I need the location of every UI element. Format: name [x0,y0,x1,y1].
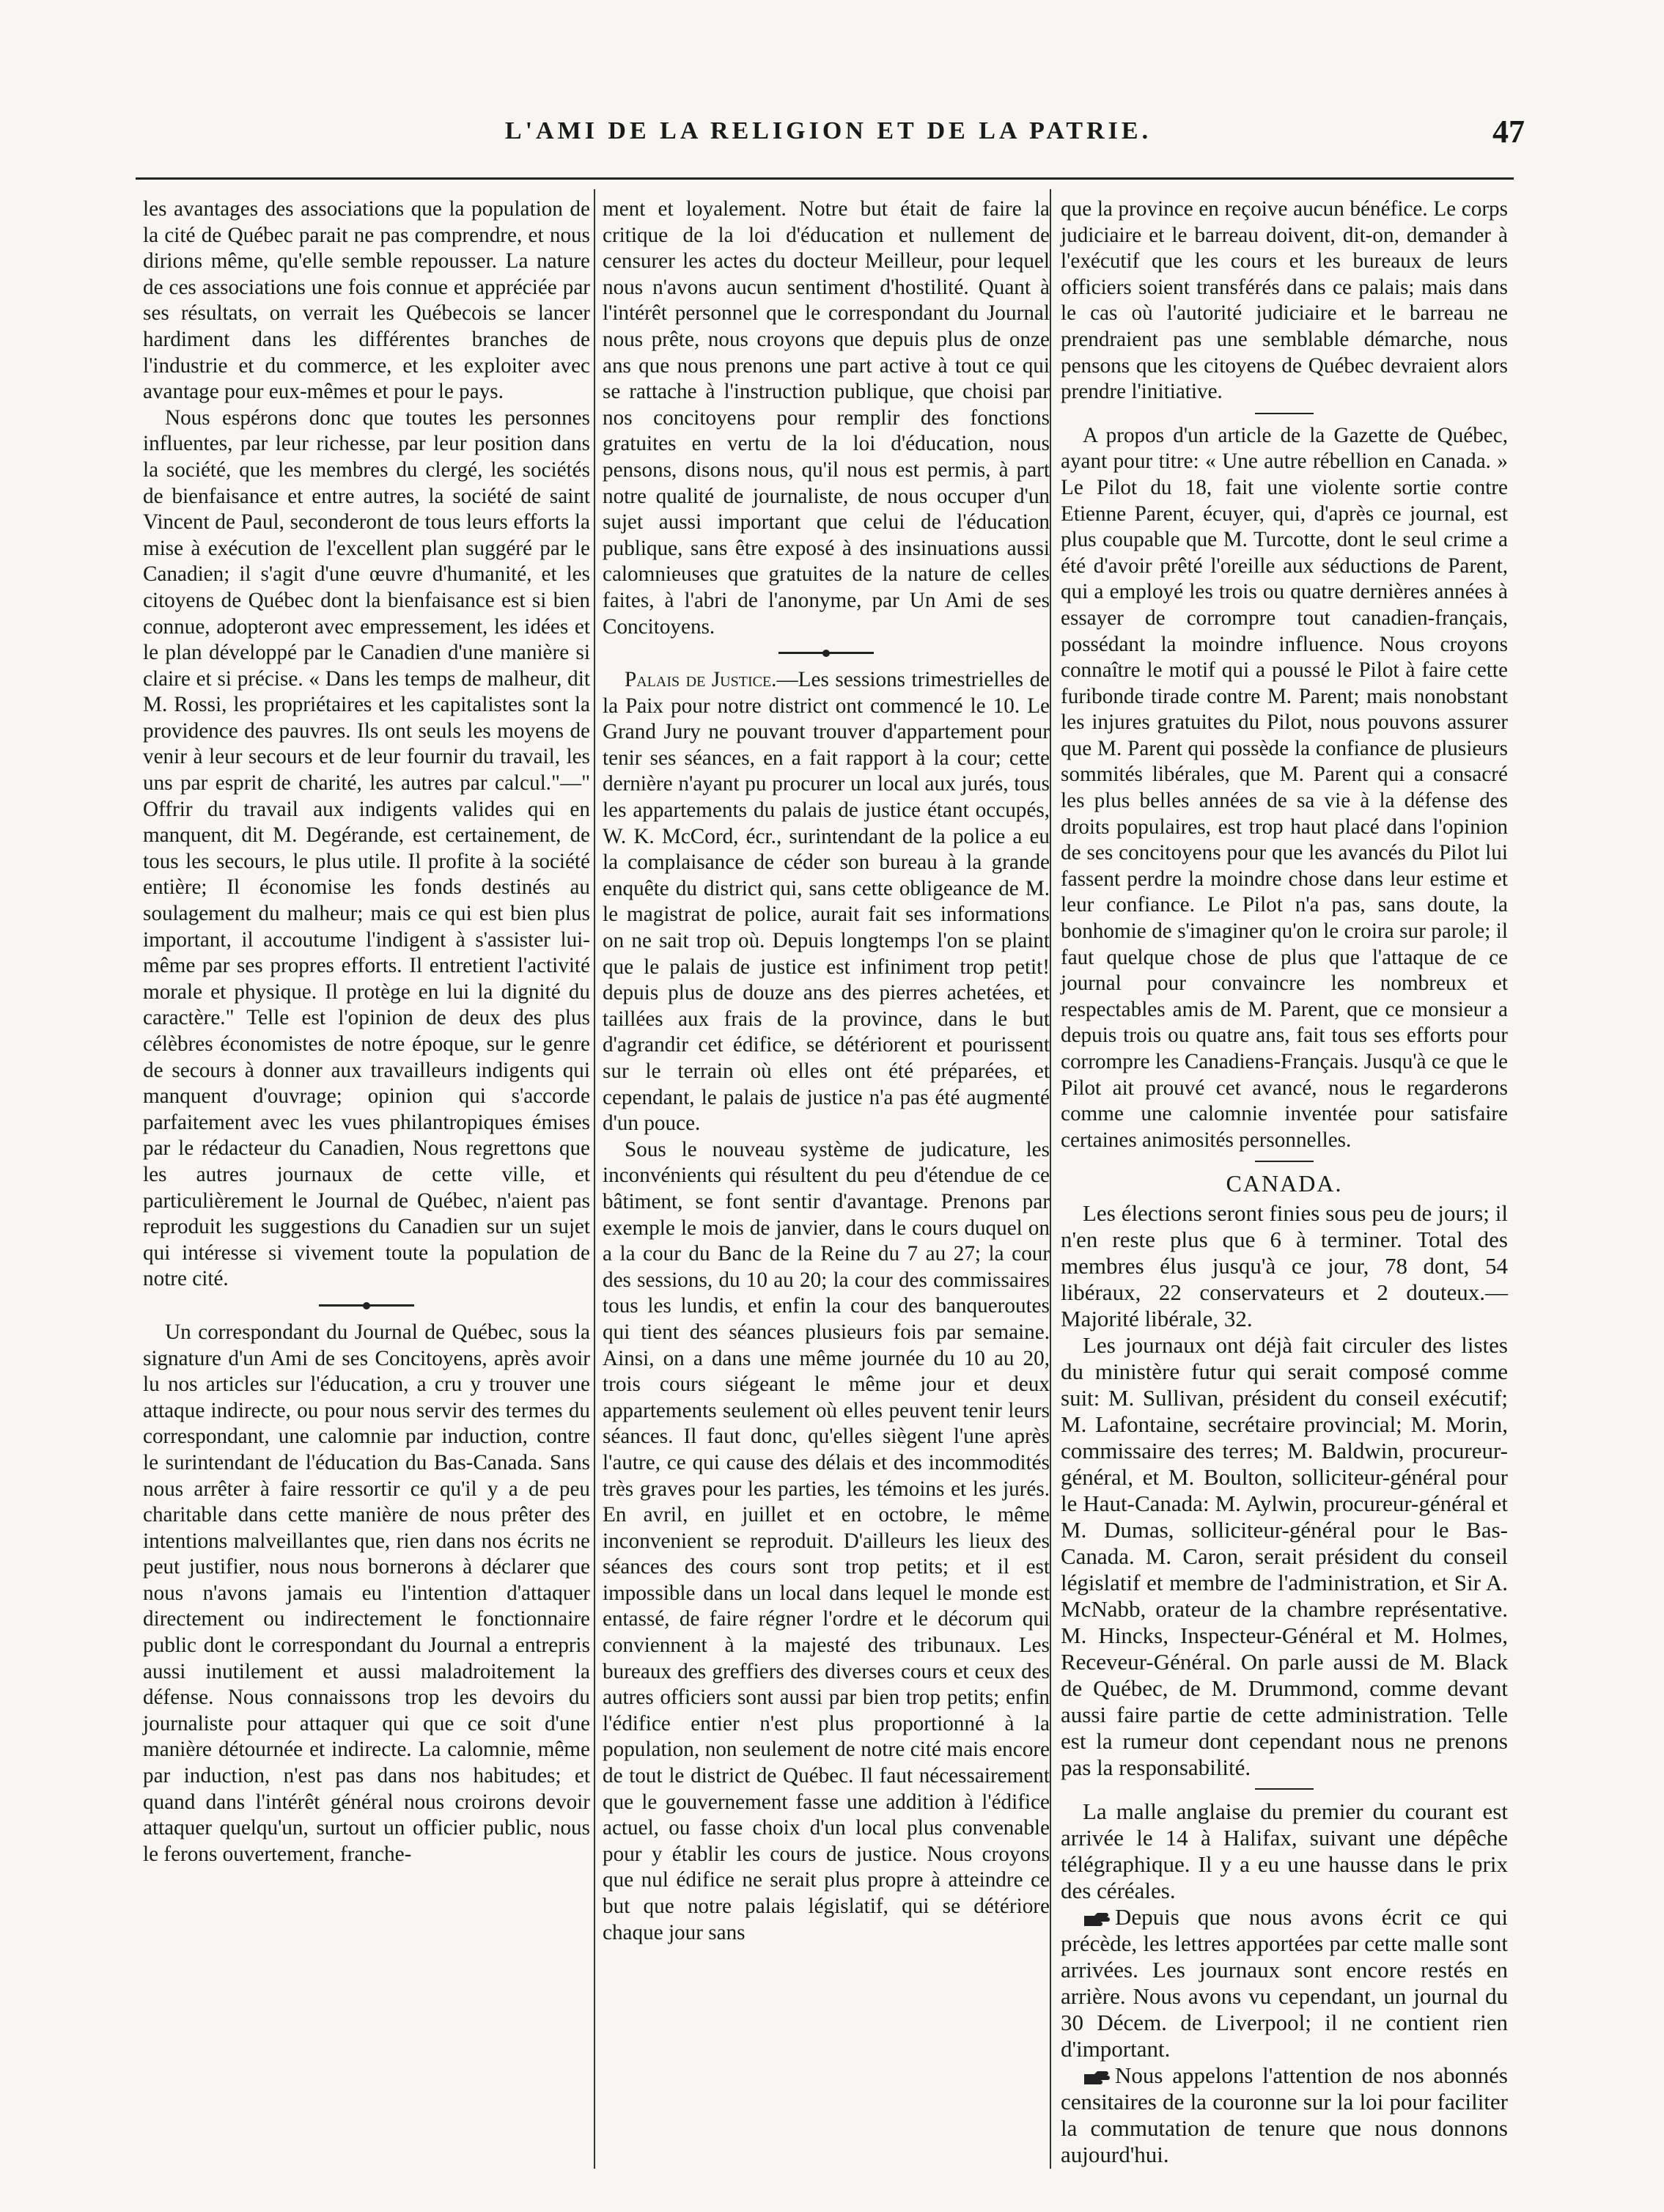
article-separator [778,652,874,654]
article-separator [1255,1161,1314,1162]
column-rule-1 [594,189,595,2169]
article-lettres [1061,1904,1508,2062]
article-separator [1255,413,1314,414]
article-palais-de-justice [603,667,1050,1137]
header-rule [136,177,1514,180]
article-text: Nous appelons l'attention de nos abonnés censitaires de la couronne sur la loi pour faciliter la commutation de tenure que nous donnons aujourd'hui. [1061,2062,1508,2167]
section-heading-canada: CANADA. [1226,1170,1343,1197]
pointing-hand-icon [1083,1911,1111,1928]
page-number: 47 [1492,114,1525,150]
article-elections: Les élections seront finies sous peu de jours; il n'en reste plus que 6 à terminer. Total des membres élus jusqu'à ce jour, 78 dont, 54 libéraux, 22 conservateurs et 2 douteux.—Majorité libérale, 32. [1061,1199,1508,1331]
article-text: Depuis que nous avons écrit ce qui précède, les lettres apportées par cette malle sont arrivées. Les journaux sont encore restés en arrière. Nous avons vu cependant, un journal du 30 Décem. de Liverpool; il ne contient rien d'important. [1061,1903,1508,2062]
article-text: —Les sessions trimestrielles de la Paix pour notre district ont commencé le 10. Le Grand Jury ne pouvant trouver d'appartement pour tenir ses séances, en a fait rapport à la cour; cette dernière n'ayant pu procurer un local aux jurés, tous les appartements du palais de justice étant occupés, W. K. McCord, écr., surintendant de la police a eu la complaisance de céder son bureau à la grande enquête du district qui, sans cette obligeance de M. le magistrat de police, aurait fait ses informations on ne sait trop où. Depuis longtemps l'on se plaint que le palais de justice est infiniment trop petit! depuis plus de douze ans des pierres achetées, et taillées aux frais de la province, dans le but d'agrandir cet édifice, se détériorent et pourissent sur le terrain où elles ont été préparées, et cependant, le palais de justice n'a pas été augmenté d'un pouce. [603,668,1050,1136]
article-correspondant: Un correspondant du Journal de Québec, sous la signature d'un Ami de ses Concitoyens, après avoir lu nos articles sur l'éducation, a cru y trouver une attaque indirecte, ou pour nous servir des termes du correspondant, une calomnie par induction, contre le surintendant de l'éducation du Bas-Canada. Sans nous arrêter à faire ressortir ce qu'il y a de peu charitable dans cette manière de nous prêter des intentions malveillantes que, rien dans nos écrits ne peut justifier, nous nous bornerons à déclarer que nous n'avons jamais eu l'intention d'attaquer directement ou indirectement le fonctionnaire public dont le correspondant du Journal a entrepris aussi inutilement et aussi maladroitement la défense. Nous connaissons trop les devoirs du journaliste pour attaquer qui que ce soit d'une manière détournée et indirecte. La calomnie, même par induction, n'est pas dans nos habitudes; et quand dans l'intérêt général nous croirons devoir attaquer quelqu'un, surtout un officier public, nous le ferons ouvertement, franche- [143,1320,590,1866]
article-malle: La malle anglaise du premier du courant est arrivée le 14 à Halifax, suivant une dépêche télégraphique. Il y a eu une hausse dans le prix des céréales. [1061,1798,1508,1903]
article-tenure [1061,2062,1508,2168]
section-heading: Palais de Justice. [625,668,777,692]
running-title: L'AMI DE LA RELIGION ET DE LA PATRIE. [504,117,1152,144]
article-continuation: ment et loyalement. Notre but était de faire la critique de la loi d'éducation et nullement de censurer les actes du docteur Meilleur, pour lequel nous n'avons aucun sentiment d'hostilité. Quant à l'intérêt personnel que le correspondant du Journal nous prête, nous croyons que depuis plus de onze ans que nous prenons une part active à tout ce qui se rattache à l'instruction publique, que choisi par nos concitoyens pour remplir des fonctions gratuites en vertu de la loi d'éducation, nous pensons, disons nous, qu'il nous est permis, à part notre qualité de journaliste, de nous occuper d'un sujet aussi important que celui de l'éducation publique, sans être exposé à des insinuations aussi calomnieuses que gratuites de la nature de celles faites, à l'abri de l'anonyme, par Un Ami de ses Concitoyens. [603,197,1050,639]
column-3 [1061,196,1508,2168]
article-continuation: que la province en reçoive aucun bénéfice. Le corps judiciaire et le barreau doivent, dit-on, demander à l'exécutif que les cours et les bureaux de leurs officiers soient transférés dans ce palais; mais dans le cas où l'autorité judiciaire et le barreau ne prendraient pas une semblable démarche, nous pensons que les citoyens de Québec devraient alors prendre l'initiative. [1061,197,1508,404]
article-ministere: Les journaux ont déjà fait circuler des listes du ministère futur qui serait composé comme suit: M. Sullivan, président du conseil exécutif; M. Lafontaine, secrétaire provincial; M. Morin, commissaire des terres; M. Baldwin, procureur-général, et M. Boulton, solliciteur-général pour le Haut-Canada: M. Aylwin, procureur-général et M. Dumas, solliciteur-général pour le Bas-Canada. M. Caron, serait président du conseil législatif et membre de l'administration, et Sir A. McNabb, orateur de la chambre représentative. M. Hincks, Inspecteur-Général et M. Holmes, Receveur-Général. On parle aussi de M. Black de Québec, de M. Drummond, comme devant aussi faire partie de cette administration. Telle est la rumeur dont cependant nous ne prenons pas la responsabilité. [1061,1331,1508,1780]
page-header [132,114,1525,161]
article-pilot: A propos d'un article de la Gazette de Québec, ayant pour titre: « Une autre rébellion en Canada. » Le Pilot du 18, fait une violente sortie contre Etienne Parent, écuyer, qui, d'après ce journal, est plus coupable que M. Turcotte, dont le seul crime a été d'avoir prêté l'oreille aux séductions de Parent, qui a employé les trois ou quatre dernières années à essayer de corrompre tout canadien-français, possédant la moindre influence. Nous croyons connaître le motif qui a poussé le Pilot à faire cette furibonde tirade contre M. Parent; mais nonobstant les injures gratuites du Pilot, nous pouvons assurer que M. Parent qui possède la confiance de plusieurs sommités libérales, que M. Parent qui a consacré les plus belles années de sa vie à la défense des droits populaires, est trop haut placé dans l'opinion de ses concitoyens pour que les avancés du Pilot lui fassent perdre la moindre chose dans leur estime et leur confiance. Le Pilot n'a pas, sans doute, la bonhomie de s'imaginer qu'on le croira sur parole; il faut quelque chose de plus que l'attaque de ce journal pour convaincre les nombreux et respectables amis de M. Parent, que ce monsieur a depuis trois ou quatre ans, fait tous ses efforts pour corrompre les Canadiens-Français. Jusqu'à ce que le Pilot ait prouvé cet avancé, nous le regarderons comme une calomnie inventée pour satisfaire certaines animosités personnelles. [1061,423,1508,1152]
article-continuation: les avantages des associations que la population de la cité de Québec parait ne pas comprendre, et nous dirions même, qu'elle semble repousser. La nature de ces associations une fois connue et appréciée par ses résultats, on verrait les Québecois se lancer hardiment dans les différentes branches de l'industrie et du commerce, et les exploiter avec avantage pour eux-mêmes et pour le pays. [143,197,590,404]
article-paragraph: Nous espérons donc que toutes les personnes influentes, par leur richesse, par leur position dans la société, que les membres du clergé, les sociétés de bienfaisance et entre autres, la société de saint Vincent de Paul, seconderont de tous leurs efforts la mise à exécution de l'excellent plan suggéré par le Canadien; il s'agit d'une œuvre d'humanité, et les citoyens de Québec dont la bienfaisance est si bien connue, adopteront avec empressement, les idées et le plan développé par le Canadien d'une manière si claire et si précise. « Dans les temps de malheur, dit M. Rossi, les propriétaires et les capitalistes sont la providence des pauvres. Ils ont seuls les moyens de venir à leur secours et de leur fournir du travail, les uns par esprit de charité, les autres par calcul."—" Offrir du travail aux indigents valides qui en manquent, dit M. Degérande, est certainement, de tous les secours, le plus utile. Il profite à la société entière; Il économise les fonds destinés au soulagement du malheur; mais ce qui est bien plus important, il accoutume l'indigent à s'assister lui-même par ses propres efforts. Il entretient l'activité morale et physique. Il protège en lui la dignité du caractère." Telle est l'opinion de deux des plus célèbres économistes de notre époque, sur le genre de secours à donner aux travailleurs indigents qui manquent d'ouvrage; opinion qui s'accorde parfaitement avec les vues philantropiques émises par le rédacteur du Canadien, Nous regrettons que les autres journaux de cette ville, et particulièrement le Journal de Québec, n'aient pas reproduit les suggestions du Canadien sur un sujet qui intéresse si vivement toute la population de notre cité. [143,405,590,1291]
article-separator [319,1304,414,1307]
column-rule-2 [1050,189,1051,2169]
pointing-hand-icon [1083,2070,1111,2086]
article-separator [1255,1788,1314,1790]
column-2 [603,196,1050,1946]
column-1 [143,196,590,1867]
article-paragraph: Sous le nouveau système de judicature, les inconvénients qui résultent du peu d'étendue de ce bâtiment, se font sentir d'avantage. Prenons par exemple le mois de janvier, dans le cours duquel on a la cour du Banc de la Reine du 7 au 27; la cour des sessions, du 10 au 20; la cour des commissaires tous les lundis, et enfin la cour des banqueroutes qui tient des séances plusieurs fois par semaine. Ainsi, on a dans une même journée du 10 au 20, trois cours siégeant le même jour et deux appartements seulement où elles peuvent tenir leurs séances. Il faut donc, qu'elles siègent l'une après l'autre, ce qui cause des délais et des incommodités très graves pour les parties, les témoins et les jurés. En avril, en juillet et en octobre, le même inconvenient se reproduit. D'ailleurs les lieux des séances des cours sont trop petits; et il est impossible dans un local dans lequel le monde est entassé, de faire régner l'ordre et le décorum qui conviennent à la majesté des tribunaux. Les bureaux des greffiers des diverses cours et ceux des autres officiers sont aussi par bien trop petits; enfin l'édifice entier n'est plus proportionné à la population, non seulement de notre cité mais encore de tout le district de Québec. Il faut nécessairement que le gouvernement fasse une addition à l'édifice actuel, ou fasse choix d'un local plus convenable pour y établir les cours de justice. Nous croyons que nul édifice ne serait plus propre à atteindre ce but que notre palais législatif, qui se détériore chaque jour sans [603,1137,1050,1944]
